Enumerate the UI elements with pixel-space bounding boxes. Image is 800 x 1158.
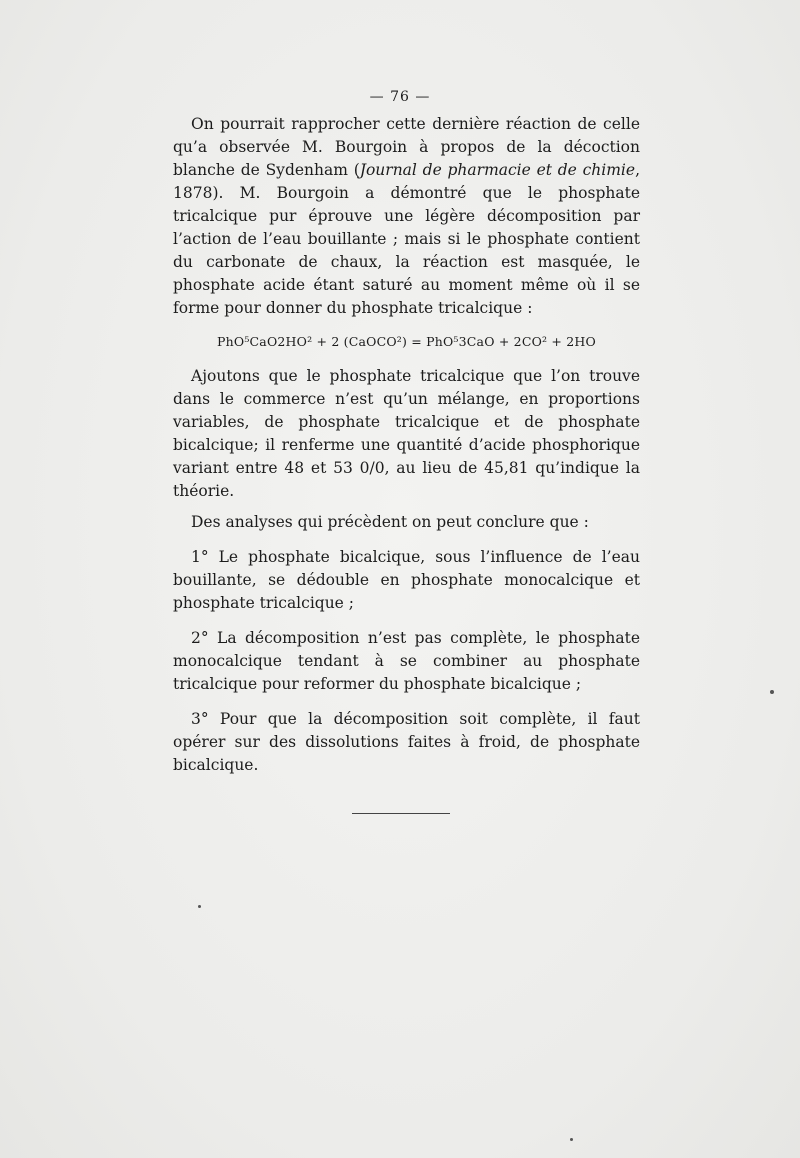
conclusion-item-3: 3° Pour que la décomposition soit complète, il faut opérer sur des dissolutions faites à froid, de phosphate bicalcique. bbox=[173, 710, 640, 774]
paragraph-bourgoin-end: , 1878). M. Bourgoin a démontré que le phosphate tricalcique pur éprouve une légère décomposition par l’action de l’eau bouillante ; mais si le phosphate contient du carbonate de chaux, la réaction est masquée, le phosphate acide étant saturé au moment même où il se forme pour donner du phosphate tricalcique : bbox=[173, 161, 640, 317]
body-text bbox=[173, 113, 640, 777]
conclusion-item-2: 2° La décomposition n’est pas complète, le phosphate monocalcique tendant à se combiner au phosphate tricalcique pour reformer du phosphate bicalcique ; bbox=[173, 629, 640, 693]
conclusion-item-1: 1° Le phosphate bicalcique, sous l’influence de l’eau bouillante, se dédouble en phosphate monocalcique et phosphate tricalcique ; bbox=[173, 548, 640, 612]
paragraph-commerce: Ajoutons que le phosphate tricalcique que l’on trouve dans le commerce n’est qu’un mélange, en proportions variables, de phosphate tricalcique et de phosphate bicalcique; il renferme une quantité d’acide phosphorique variant entre 48 et 53 0/0, au lieu de 45,81 qu’indique la théorie. bbox=[173, 367, 640, 500]
end-rule bbox=[352, 813, 450, 814]
paragraph-conclusion-intro: Des analyses qui précèdent on peut conclure que : bbox=[191, 513, 589, 531]
paragraph-bourgoin bbox=[173, 113, 640, 320]
page-number: — 76 — bbox=[369, 89, 431, 105]
paper-speck bbox=[198, 905, 201, 908]
paragraph-bourgoin-start: On pourrait rapprocher cette dernière réaction de celle qu’a observée M. Bourgoin à propos de la décoction blanche de Sydenham ( bbox=[173, 115, 640, 179]
paper-speck bbox=[770, 690, 774, 694]
chemical-formula: PhO⁵CaO2HO² + 2 (CaOCO²) = PhO⁵3CaO + 2CO² + 2HO bbox=[217, 334, 596, 349]
paper-speck bbox=[570, 1138, 573, 1141]
journal-title: Journal de pharmacie et de chimie bbox=[359, 161, 636, 179]
